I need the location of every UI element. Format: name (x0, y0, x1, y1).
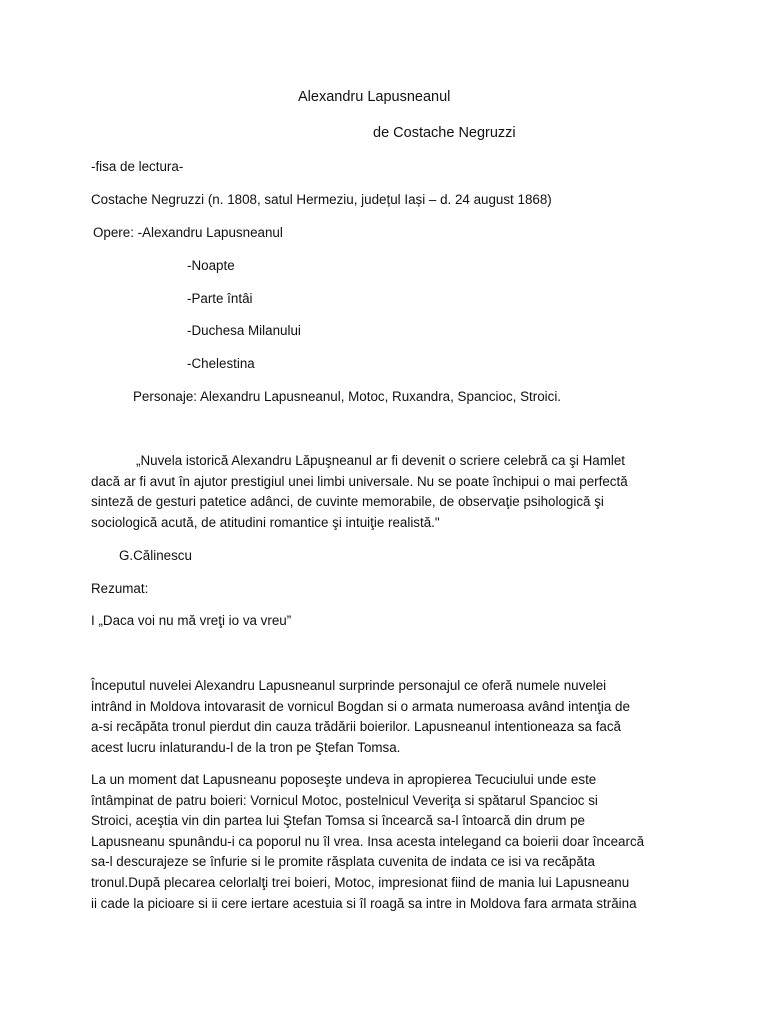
characters-line: Personaje: Alexandru Lapusneanul, Motoc, Ruxandra, Spancioc, Stroici. (133, 389, 562, 404)
work-item: -Duchesa Milanului (187, 323, 301, 338)
quote-author: G.Călinescu (119, 548, 192, 563)
paragraph-line: sa-l descurajeze se înfurie si le promite răsplata cuvenita de indata ce isi va recăpăta (91, 854, 595, 870)
paragraph-line: intrând in Moldova intovarasit de vornicul Bogdan si o armata numeroasa având intenţia de (91, 698, 630, 714)
summary-paragraph-1 (91, 676, 673, 758)
paragraph-line: ii cade la picioare si ii cere iertare acestuia si îl roagă sa intre in Moldova fara armata străina (91, 895, 637, 911)
calinescu-quote (91, 451, 673, 533)
work-item: -Parte întâi (187, 291, 253, 306)
paragraph-line: tronul.După plecarea celorlalţi trei boieri, Motoc, impresionat fiind de mania lui Lapusneanu (91, 874, 630, 890)
chapter-heading: I „Daca voi nu mă vreţi io va vreu” (91, 613, 292, 628)
paragraph-line: Stroici, aceştia vin din partea lui Ştefan Tomsa si încearcă sa-l întoarcă din drum pe (91, 813, 585, 829)
paragraph-line: Începutul nuvelei Alexandru Lapusneanul surprinde personajul ce oferă numele nuvelei (91, 678, 607, 693)
subtitle: -fisa de lectura- (91, 159, 184, 174)
paragraph-line: La un moment dat Lapusneanu poposeşte undeva in apropierea Tecuciului unde este (91, 772, 597, 787)
paragraph-line: acest lucru inlaturandu-l de la tron pe Ştefan Tomsa. (91, 739, 401, 755)
summary-label: Rezumat: (91, 581, 149, 596)
author-line: de Costache Negruzzi (373, 125, 516, 141)
quote-line: dacă ar fi avut în ajutor prestigiul unei limbi universale. Nu se poate închipui o mai perfectă (91, 473, 628, 489)
paragraph-line: întâmpinat de patru boieri: Vornicul Motoc, postelnicul Veveriţa si spătarul Spancioc si (91, 792, 598, 808)
works-label: Opere: -Alexandru Lapusneanul (93, 225, 283, 240)
author-bio: Costache Negruzzi (n. 1808, satul Hermeziu, județul Iași – d. 24 august 1868) (91, 192, 552, 207)
quote-line: sociologică acută, de atitudini romantice şi intuiţie realistă." (91, 514, 440, 530)
paragraph-line: a-si recăpăta tronul pierdut din cauza trădării boierilor. Lapusneanul intentioneaza sa facă (91, 719, 622, 735)
work-item: -Chelestina (187, 356, 255, 371)
quote-line: „Nuvela istorică Alexandru Lăpuşneanul ar fi devenit o scriere celebră ca şi Hamlet (136, 453, 626, 468)
paragraph-line: Lapusneanu spunându-i ca poporul nu îl vrea. Insa acesta intelegand ca boierii doar încearcă (91, 833, 645, 849)
document-title: Alexandru Lapusneanul (298, 89, 451, 105)
summary-paragraph-2 (91, 770, 673, 914)
work-item: -Noapte (187, 258, 235, 273)
quote-line: sinteză de gesturi patetice adânci, de cuvinte memorabile, de observaţie psihologică şi (91, 494, 604, 510)
